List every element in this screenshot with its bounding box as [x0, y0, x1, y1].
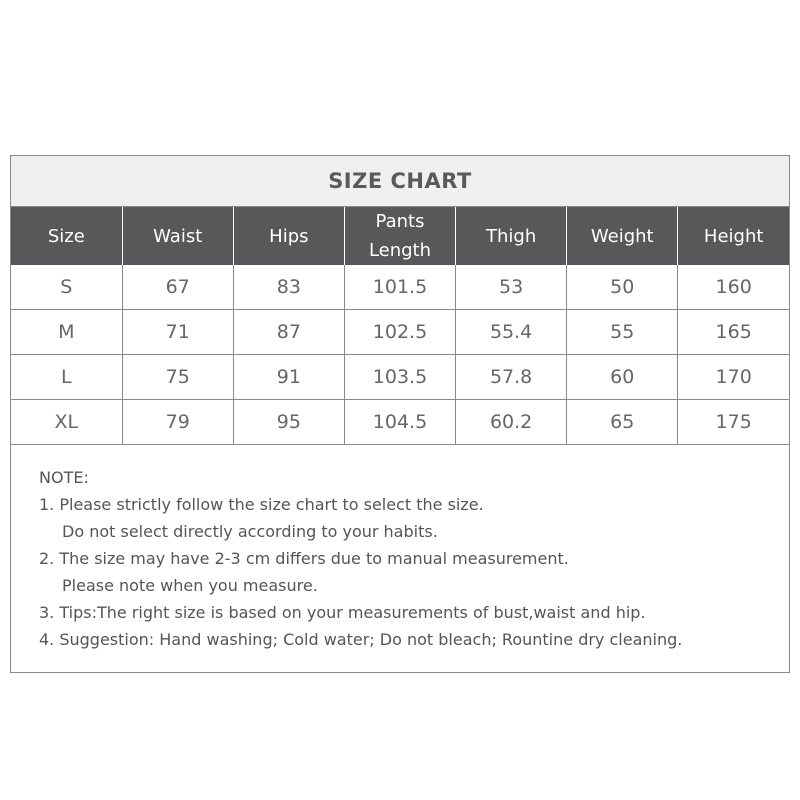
table-cell: 175 — [678, 400, 789, 445]
notes-section — [11, 445, 789, 653]
table-cell: 79 — [122, 400, 233, 445]
table-cell: 87 — [233, 310, 344, 355]
header-height: Height — [678, 207, 789, 265]
table-cell: 50 — [567, 265, 678, 310]
header-thigh: Thigh — [456, 207, 567, 265]
table-cell: 170 — [678, 355, 789, 400]
table-cell: 165 — [678, 310, 789, 355]
table-cell: L — [11, 355, 122, 400]
table-cell: 103.5 — [344, 355, 455, 400]
table-cell: 55.4 — [456, 310, 567, 355]
note-line: 1. Please strictly follow the size chart to select the size. — [39, 495, 484, 514]
table-cell: 67 — [122, 265, 233, 310]
table-row — [11, 400, 789, 445]
note-line: 4. Suggestion: Hand washing; Cold water; Do not bleach; Rountine dry cleaning. — [39, 630, 683, 649]
header-hips: Hips — [233, 207, 344, 265]
note-line: Please note when you measure. — [62, 576, 318, 595]
table-cell: 91 — [233, 355, 344, 400]
table-cell: 75 — [122, 355, 233, 400]
table-row — [11, 265, 789, 310]
header-size: Size — [11, 207, 122, 265]
table-cell: M — [11, 310, 122, 355]
note-line: Do not select directly according to your habits. — [62, 522, 438, 541]
table-cell: S — [11, 265, 122, 310]
table-cell: 55 — [567, 310, 678, 355]
table-cell: 60 — [567, 355, 678, 400]
chart-title: SIZE CHART — [11, 156, 789, 207]
table-cell: 53 — [456, 265, 567, 310]
header-row — [11, 207, 789, 265]
header-weight: Weight — [567, 207, 678, 265]
table-row — [11, 355, 789, 400]
table-cell: 60.2 — [456, 400, 567, 445]
table-row — [11, 310, 789, 355]
table-cell: XL — [11, 400, 122, 445]
table-cell: 57.8 — [456, 355, 567, 400]
note-line: 2. The size may have 2-3 cm differs due to manual measurement. — [39, 549, 569, 568]
table-cell: 101.5 — [344, 265, 455, 310]
table-cell: 83 — [233, 265, 344, 310]
note-line: 3. Tips:The right size is based on your measurements of bust,waist and hip. — [39, 603, 646, 622]
table-cell: 71 — [122, 310, 233, 355]
table-cell: 65 — [567, 400, 678, 445]
table-cell: 160 — [678, 265, 789, 310]
size-chart — [10, 155, 790, 673]
header-waist: Waist — [122, 207, 233, 265]
header-pants-length: Pants Length — [344, 207, 455, 265]
table-cell: 104.5 — [344, 400, 455, 445]
size-table — [11, 207, 789, 445]
notes-heading: NOTE: — [39, 468, 89, 487]
table-cell: 102.5 — [344, 310, 455, 355]
table-cell: 95 — [233, 400, 344, 445]
